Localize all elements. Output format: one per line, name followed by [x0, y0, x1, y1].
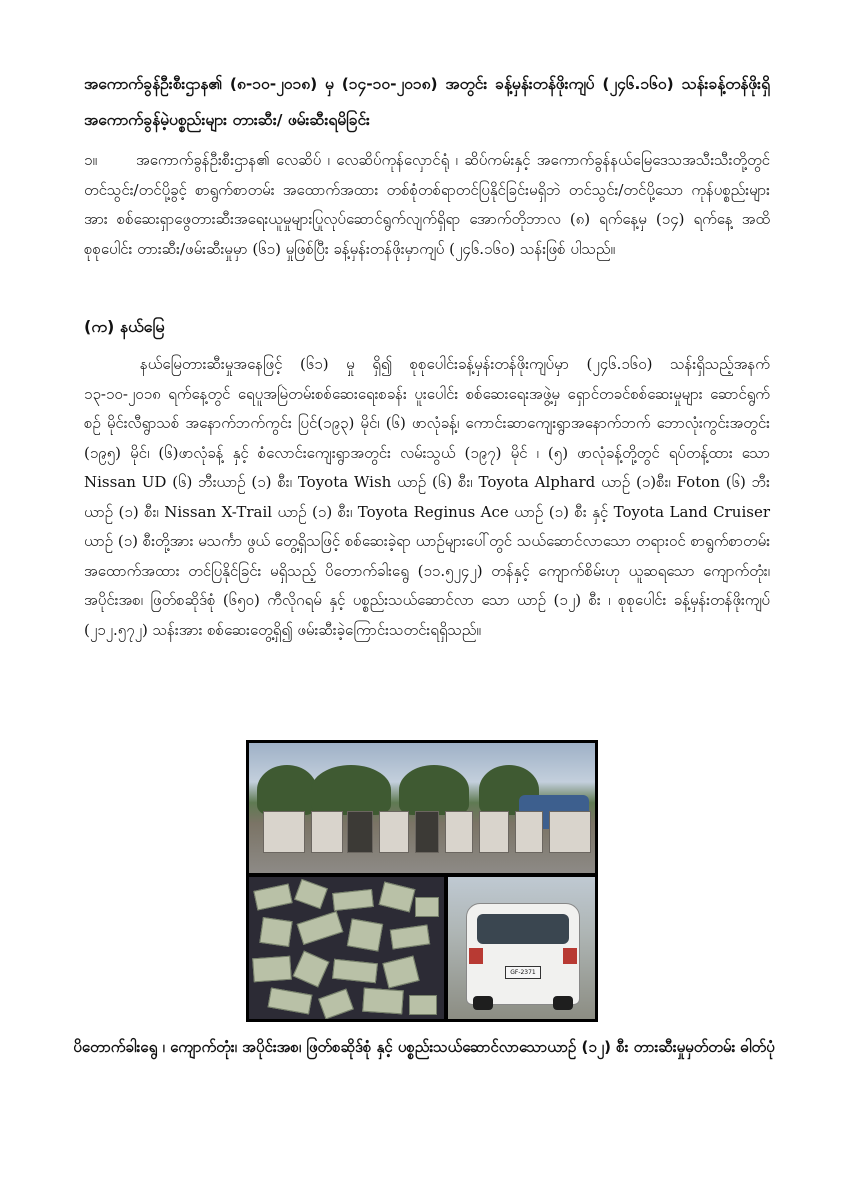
truck-shape: [311, 811, 343, 853]
photo-seized-trucks: [249, 743, 595, 873]
tyre: [553, 996, 573, 1010]
tree-shape: [311, 765, 391, 815]
truck-shape: [379, 811, 409, 853]
car-shape: [466, 903, 580, 1005]
stone-shape: [409, 995, 437, 1015]
stone-shape: [379, 881, 416, 912]
stone-shape: [347, 918, 383, 951]
stone-shape: [253, 883, 292, 910]
section-heading: (က) နယ်မြေ: [84, 317, 165, 336]
paragraph-1-text: အကောက်ခွန်ဦးစီးဌာန၏ လေဆိပ် ၊ လေဆိပ်ကုန်လှောင်ရုံ ၊ ဆိပ်ကမ်းနှင့် အကောက်ခွန်နယ်မြေဒေသအသီးသီးတို့တွင် တင်သွင်း/တင်ပို့ခွင့် စာရွက်စာတမ်း အထောက်အထား တစ်စုံတစ်ရာတင်ပြနိုင်ခြင်းမရှိဘဲ တင်သွင်း/တင်ပို့သော ကုန်ပစ္စည်းများအား စစ်ဆေးရှာဖွေတားဆီးအရေးယူမှုများပြုလုပ်ဆောင်ရွက်လျက်ရှိရာ အောက်တိုဘာလ (၈) ရက်နေ့မှ (၁၄) ရက်နေ့ အထိ စုစုပေါင်း တားဆီး/ဖမ်းဆီးမှုမှာ (၆၁) မှုဖြစ်ပြီး ခန့်မှန်းတန်ဖိုးမှာကျပ် (၂၄၆.၁၆၀) သန်းဖြစ် ပါသည်။: [84, 151, 770, 258]
tree-shape: [257, 765, 317, 815]
stone-shape: [259, 917, 292, 947]
paragraph-1: [84, 146, 770, 264]
truck-shape: [515, 811, 543, 853]
stone-shape: [268, 988, 313, 1015]
document-title: အကောက်ခွန်ဦးစီးဌာန၏ (၈-၁၀-၂၀၁၈) မှ (၁၄-၁၀-၂၀၁၈) အတွင်း ခန့်မှန်းတန်ဖိုးကျပ် (၂၄၆.၁၆၀) သန်းခန့်တန်ဖိုးရှိ အကောက်ခွန်မဲ့ပစ္စည်းများ တားဆီး/ ဖမ်းဆီးရမိခြင်း: [84, 75, 770, 129]
stone-shape: [332, 889, 374, 911]
truck-shape: [549, 811, 591, 853]
car-window: [477, 914, 569, 944]
paragraph-number: ၁။: [84, 151, 97, 169]
truck-shape: [479, 811, 509, 853]
tyre: [473, 996, 493, 1010]
stone-shape: [362, 988, 404, 1015]
tail-light: [469, 948, 483, 964]
tail-light: [563, 948, 577, 964]
stone-shape: [293, 951, 330, 988]
paragraph-2: နယ်မြေတားဆီးမှုအနေဖြင့် (၆၁) မှု ရှိ၍ စုစုပေါင်းခန့်မှန်းတန်ဖိုးကျပ်မှာ (၂၄၆.၁၆၀) သန်းရှိသည့်အနက် ၁၃-၁၀-၂၀၁၈ ရက်နေ့တွင် ရေပူအမြဲတမ်းစစ်ဆေးရေးစခန်း ပူးပေါင်း စစ်ဆေးရေးအဖွဲ့မှ ရှောင်တခင်စစ်ဆေးမှုများ ဆောင်ရွက်စဉ် မိုင်းလီရွာသစ် အနောက်ဘက်ကွင်း ပြင်(၁၉၃) မိုင်၊ (၆) ဖာလုံခန့်၊ ကောင်းဆာကျေးရွာအနောက်ဘက် ဘောလုံးကွင်းအတွင်း (၁၉၅) မိုင်၊ (၆)ဖာလုံခန့် နှင့် စံလောင်းကျေးရွာအတွင်း လမ်းသွယ် (၁၉၇) မိုင် ၊ (၅) ဖာလုံခန့်တို့တွင် ရပ်တန့်ထား သော Nissan UD (၆) ဘီးယာဉ် (၁) စီး၊ Toyota Wish ယာဉ် (၆) စီး၊ Toyota Alphard ယာဉ် (၁)စီး၊ Foton (၆) ဘီး ယာဉ် (၁) စီး၊ Nissan X-Trail ယာဉ် (၁) စီး၊ Toyota Reginus Ace ယာဉ် (၁) စီး နှင့် Toyota Land Cruiser ယာဉ် (၁) စီးတို့အား မသင်္ကာ ဖွယ် တွေ့ရှိသဖြင့် စစ်ဆေးခဲ့ရာ ယာဉ်များပေါ်တွင် သယ်ဆောင်လာသော တရားဝင် စာရွက်စာတမ်း အထောက်အထား တင်ပြနိုင်ခြင်း မရှိသည့် ပိတောက်ခါးရွေ (၁၁.၅၂၄၂) တန်နှင့် ကျောက်စိမ်းဟု ယူဆရသော ကျောက်တုံး၊ အပိုင်းအစ၊ ဖြတ်စဆိုဒ်စုံ (၆၅၀) ကီလိုဂရမ် နှင့် ပစ္စည်းသယ်ဆောင်လာ သော ယာဉ် (၁၂) စီး ၊ စုစုပေါင်း ခန့်မှန်းတန်ဖိုးကျပ် (၂၁၂.၅၇၂) သန်းအား စစ်ဆေးတွေ့ရှိ၍ ဖမ်းဆီးခဲ့ကြောင်းသတင်းရရှိသည်။: [84, 355, 770, 639]
stone-shape: [382, 956, 419, 989]
truck-shape: [347, 811, 373, 853]
stone-shape: [390, 924, 430, 949]
truck-shape: [445, 811, 473, 853]
stone-shape: [297, 911, 344, 945]
tree-shape: [399, 765, 469, 815]
stone-shape: [294, 879, 328, 909]
truck-shape: [263, 811, 305, 853]
stone-shape: [415, 897, 439, 917]
stone-shape: [318, 989, 354, 1019]
photo-caption: ပိတောက်ခါးရွေ ၊ ကျောက်တုံး၊ အပိုင်းအစ၊ ဖြတ်စဆိုဒ်စုံ နှင့် ပစ္စည်းသယ်ဆောင်လာသောယာဉ် (၁၂) စီး တားဆီးမှုမှတ်တမ်း ဓါတ်ပုံ: [73, 1038, 775, 1056]
stone-shape: [332, 959, 378, 983]
photo-jade-stones: [249, 877, 444, 1019]
truck-shape: [415, 811, 439, 853]
license-plate: GF-2371: [505, 966, 541, 979]
stone-shape: [252, 956, 292, 983]
photo-land-cruiser: [448, 877, 595, 1019]
photo-collage: [246, 740, 598, 1022]
